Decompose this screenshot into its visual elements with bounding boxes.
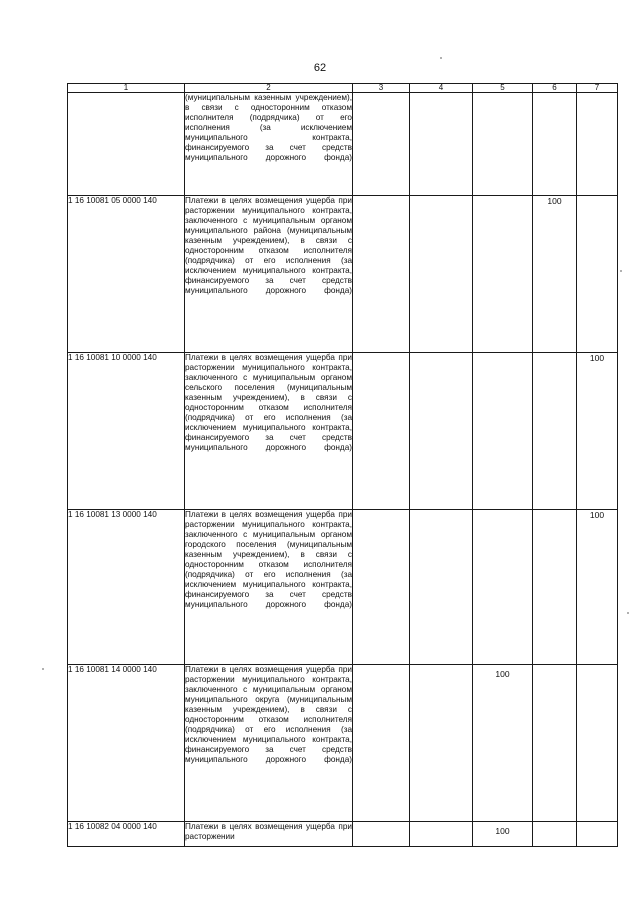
budget-code: 1 16 10081 05 0000 140 — [68, 196, 185, 353]
column-header: 4 — [410, 84, 473, 93]
cell-col6: 100 — [533, 196, 577, 353]
column-header: 5 — [473, 84, 533, 93]
cell-col4 — [410, 822, 473, 847]
cell-col7 — [577, 822, 618, 847]
cell-col3 — [353, 510, 410, 665]
cell-col3 — [353, 196, 410, 353]
table-row — [68, 822, 618, 847]
budget-code: 1 16 10081 10 0000 140 — [68, 353, 185, 510]
cell-col6 — [533, 353, 577, 510]
budget-table — [67, 83, 618, 847]
column-header: 2 — [185, 84, 353, 93]
row-description: (муниципальным казенным учреждением), в связи с односторонним отказом исполнителя (подрядчика) от его исполнения (за исключением муниципального контракта, финансируемого за счет средств муниципального дорожного фонда) — [185, 93, 353, 196]
table-row — [68, 665, 618, 822]
cell-col3 — [353, 93, 410, 196]
cell-col4 — [410, 665, 473, 822]
cell-col7 — [577, 665, 618, 822]
row-description: Платежи в целях возмещения ущерба при расторжении муниципального контракта, заключенного с муниципальным органом городского поселения (муниципальным казенным учреждением), в связи с односторонним отказом исполнителя (подрядчика) от его исполнения (за исключением муниципального контракта, финансируемого за счет средств муниципального дорожного фонда) — [185, 510, 353, 665]
scan-speck — [627, 612, 629, 614]
cell-col5 — [473, 93, 533, 196]
cell-col3 — [353, 822, 410, 847]
budget-code: 1 16 10081 13 0000 140 — [68, 510, 185, 665]
row-description: Платежи в целях возмещения ущерба при расторжении — [185, 822, 353, 847]
scan-speck — [42, 668, 44, 670]
row-description: Платежи в целях возмещения ущерба при расторжении муниципального контракта, заключенного с муниципальным органом сельского поселения (муниципальным казенным учреждением), в связи с односторонним отказом исполнителя (подрядчика) от его исполнения (за исключением муниципального контракта, финансируемого за счет средств муниципального дорожного фонда) — [185, 353, 353, 510]
scan-speck — [440, 57, 442, 59]
cell-col6 — [533, 822, 577, 847]
cell-col7: 100 — [577, 353, 618, 510]
budget-code: 1 16 10082 04 0000 140 — [68, 822, 185, 847]
table-row — [68, 353, 618, 510]
cell-col5: 100 — [473, 822, 533, 847]
header-row — [68, 84, 618, 93]
row-description: Платежи в целях возмещения ущерба при расторжении муниципального контракта, заключенного с муниципальным органом муниципального округа (муниципальным казенным учреждением), в связи с односторонним отказом исполнителя (подрядчика) от его исполнения (за исключением муниципального контракта, финансируемого за счет средств муниципального дорожного фонда) — [185, 665, 353, 822]
table-row — [68, 93, 618, 196]
cell-col4 — [410, 353, 473, 510]
scan-speck — [620, 270, 622, 272]
cell-col4 — [410, 196, 473, 353]
cell-col6 — [533, 510, 577, 665]
cell-col4 — [410, 93, 473, 196]
budget-code — [68, 93, 185, 196]
cell-col5 — [473, 196, 533, 353]
page-number: 62 — [313, 62, 327, 74]
row-description: Платежи в целях возмещения ущерба при расторжении муниципального контракта, заключенного с муниципальным органом муниципального района (муниципальным казенным учреждением), в связи с односторонним отказом исполнителя (подрядчика) от его исполнения (за исключением муниципального контракта, финансируемого за счет средств муниципального дорожного фонда) — [185, 196, 353, 353]
cell-col6 — [533, 93, 577, 196]
cell-col4 — [410, 510, 473, 665]
cell-col5: 100 — [473, 665, 533, 822]
cell-col7 — [577, 196, 618, 353]
cell-col5 — [473, 510, 533, 665]
cell-col7 — [577, 93, 618, 196]
cell-col7: 100 — [577, 510, 618, 665]
cell-col3 — [353, 353, 410, 510]
column-header: 1 — [68, 84, 185, 93]
table-row — [68, 196, 618, 353]
cell-col5 — [473, 353, 533, 510]
cell-col6 — [533, 665, 577, 822]
cell-col3 — [353, 665, 410, 822]
budget-code: 1 16 10081 14 0000 140 — [68, 665, 185, 822]
column-header: 3 — [353, 84, 410, 93]
column-header: 7 — [577, 84, 618, 93]
table-row — [68, 510, 618, 665]
column-header: 6 — [533, 84, 577, 93]
